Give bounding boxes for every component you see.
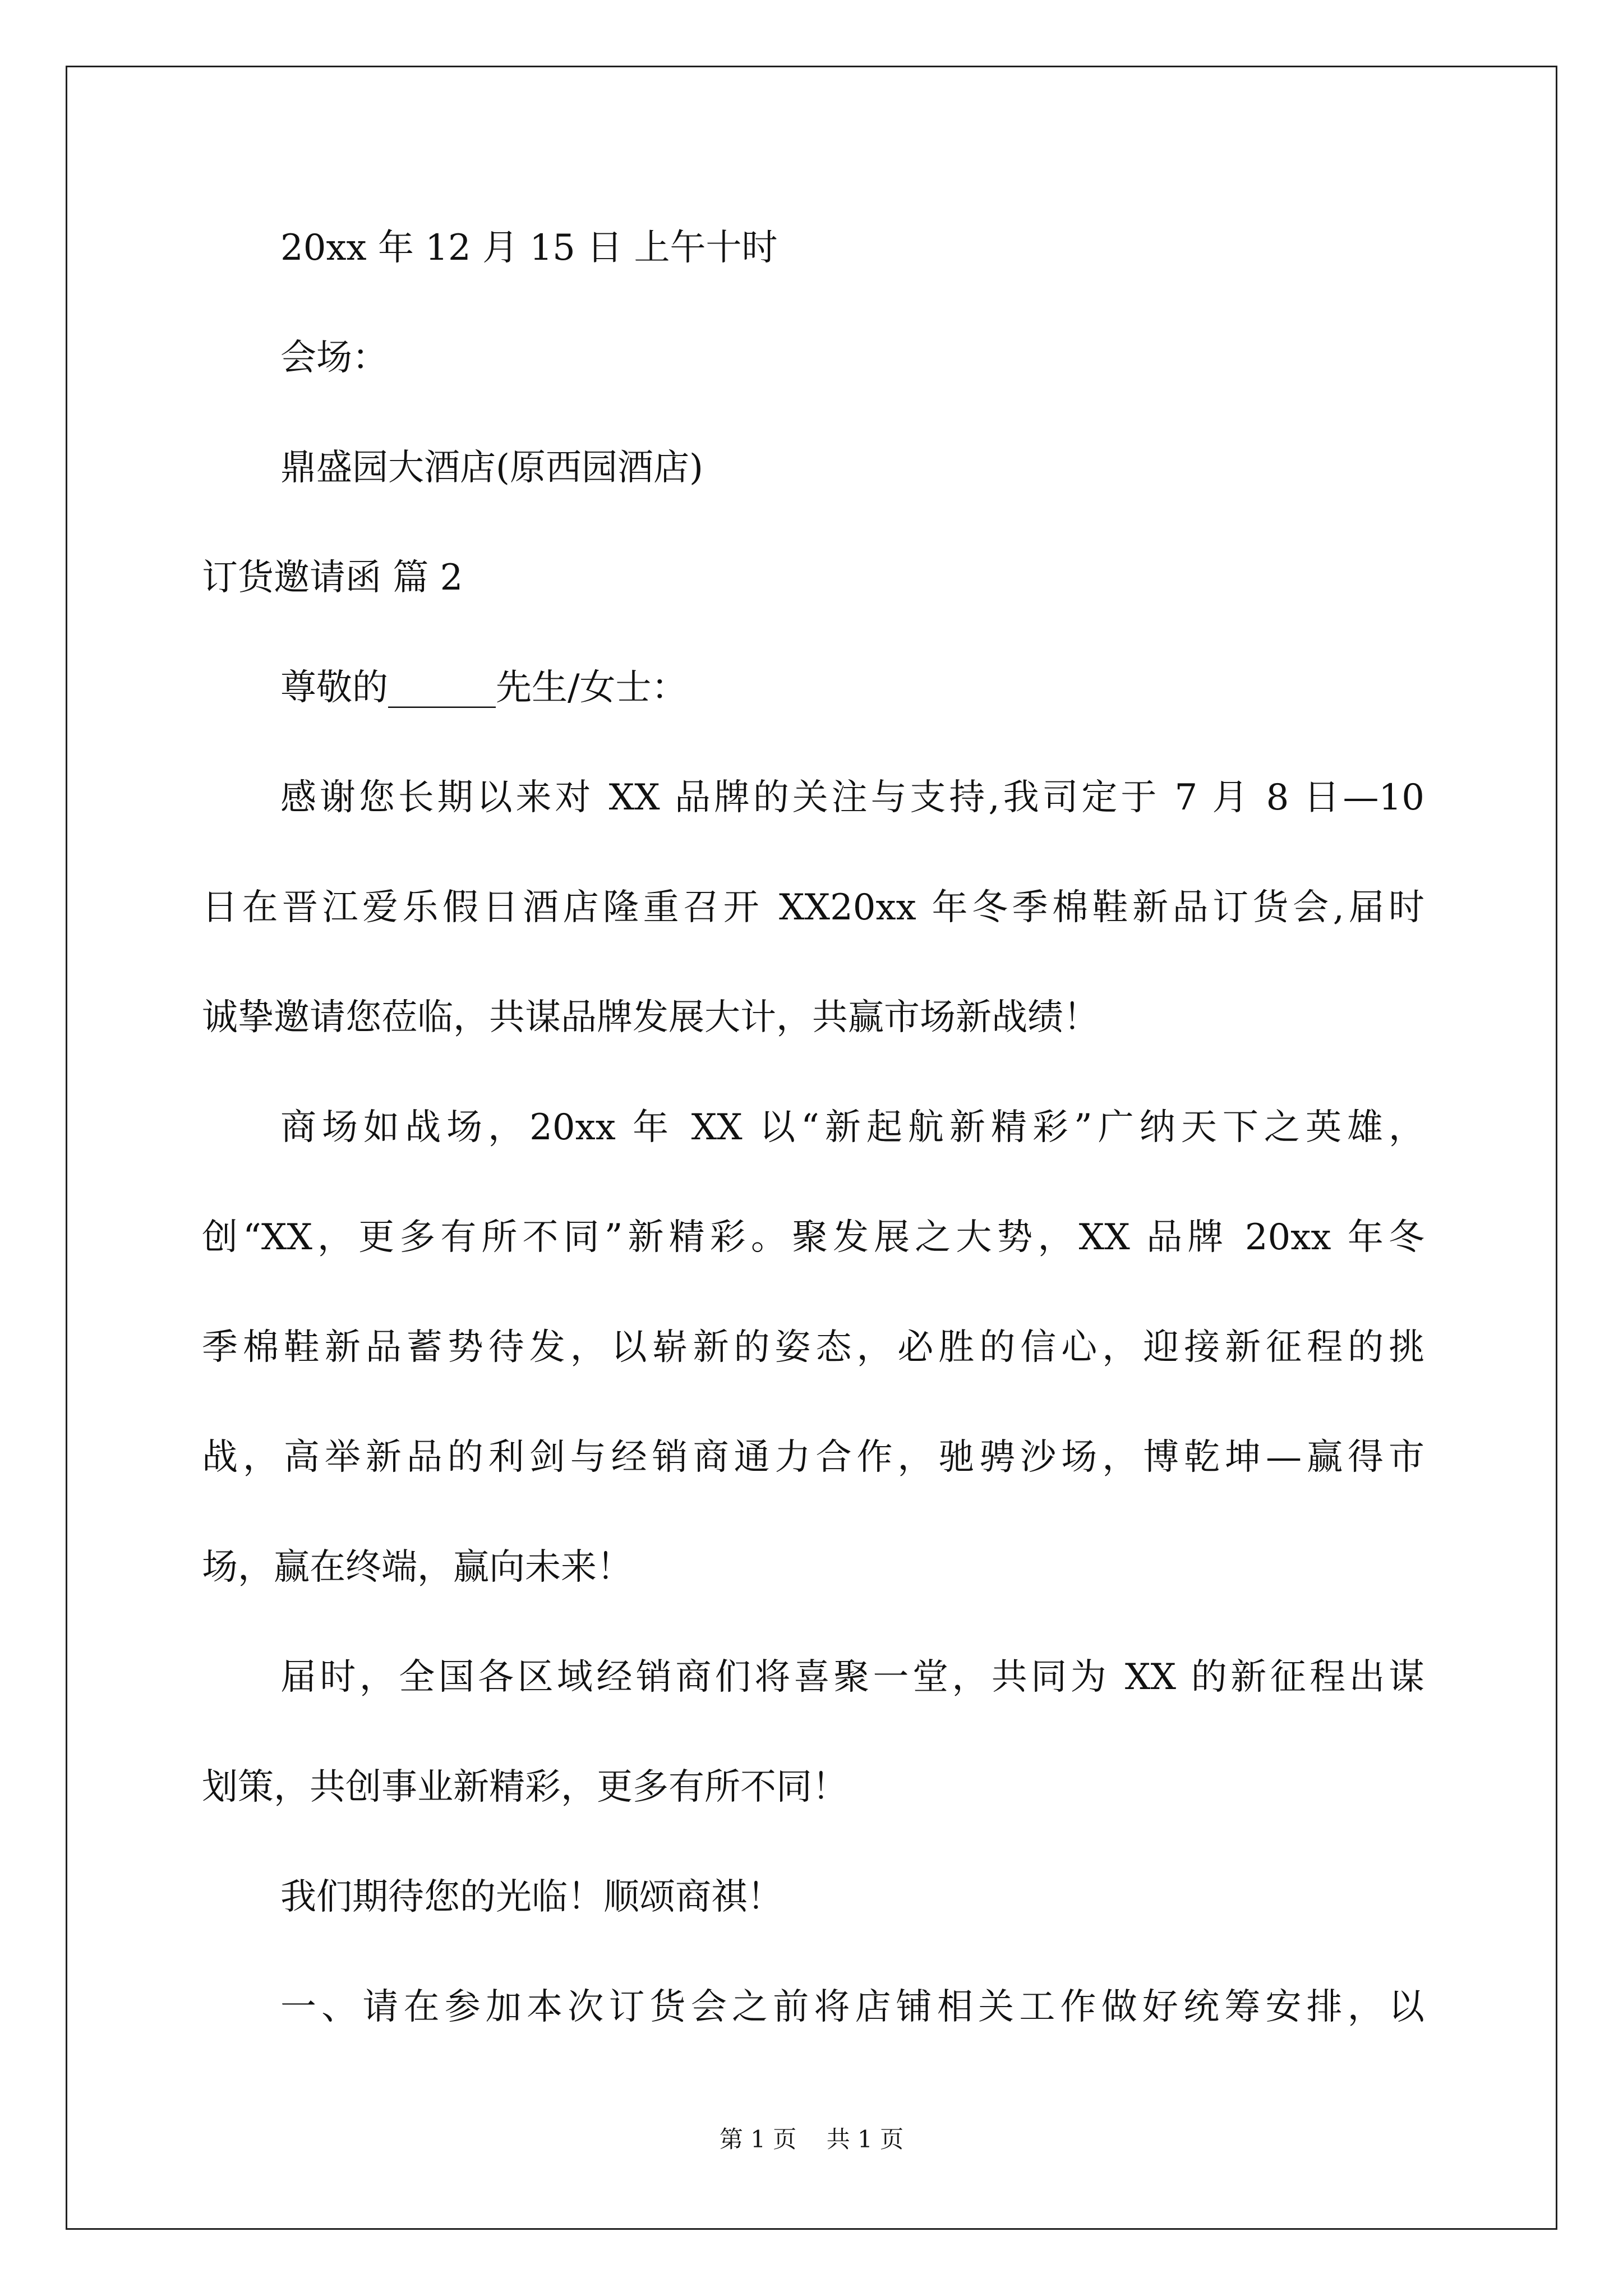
date-line: 20xx 年 12 月 15 日 上午十时	[280, 227, 778, 269]
venue-label: 会场：	[280, 337, 388, 379]
paragraph-1-line-2: 日在晋江爱乐假日酒店隆重召开 XX20xx 年冬季棉鞋新品订货会,届时	[202, 887, 1424, 928]
paragraph-2-line-4: 战，高举新品的利剑与经销商通力合作，驰骋沙场，博乾坤—赢得市	[202, 1437, 1424, 1478]
paragraph-1-line-1: 感谢您长期以来对 XX 品牌的关注与支持,我司定于 7 月 8 日—10	[280, 777, 1424, 818]
section-heading: 订货邀请函 篇 2	[202, 557, 463, 599]
paragraph-2-line-2: 创“XX，更多有所不同”新精彩。聚发展之大势，XX 品牌 20xx 年冬	[202, 1217, 1424, 1258]
note-1-line-1: 一、请在参加本次订货会之前将店铺相关工作做好统筹安排，以	[280, 1986, 1424, 2028]
paragraph-2-line-1: 商场如战场，20xx 年 XX 以“新起航新精彩”广纳天下之英雄，	[280, 1107, 1424, 1148]
salutation: 尊敬的______先生/女士：	[280, 667, 688, 708]
paragraph-3-line-2: 划策，共创事业新精彩，更多有所不同！	[202, 1766, 848, 1808]
venue-name: 鼎盛园大酒店(原西园酒店)	[280, 447, 703, 489]
paragraph-1-line-3: 诚挚邀请您莅临，共谋品牌发展大计，共赢市场新战绩！	[202, 997, 1099, 1038]
paragraph-2-line-5: 场，赢在终端，赢向未来！	[202, 1547, 633, 1588]
paragraph-3-line-1: 届时，全国各区域经销商们将喜聚一堂，共同为 XX 的新征程出谋	[280, 1657, 1424, 1698]
page-footer: 第 1 页 共 1 页	[719, 2125, 904, 2153]
closing-line: 我们期待您的光临！顺颂商祺！	[280, 1876, 783, 1918]
paragraph-2-line-3: 季棉鞋新品蓄势待发，以崭新的姿态，必胜的信心，迎接新征程的挑	[202, 1327, 1424, 1368]
